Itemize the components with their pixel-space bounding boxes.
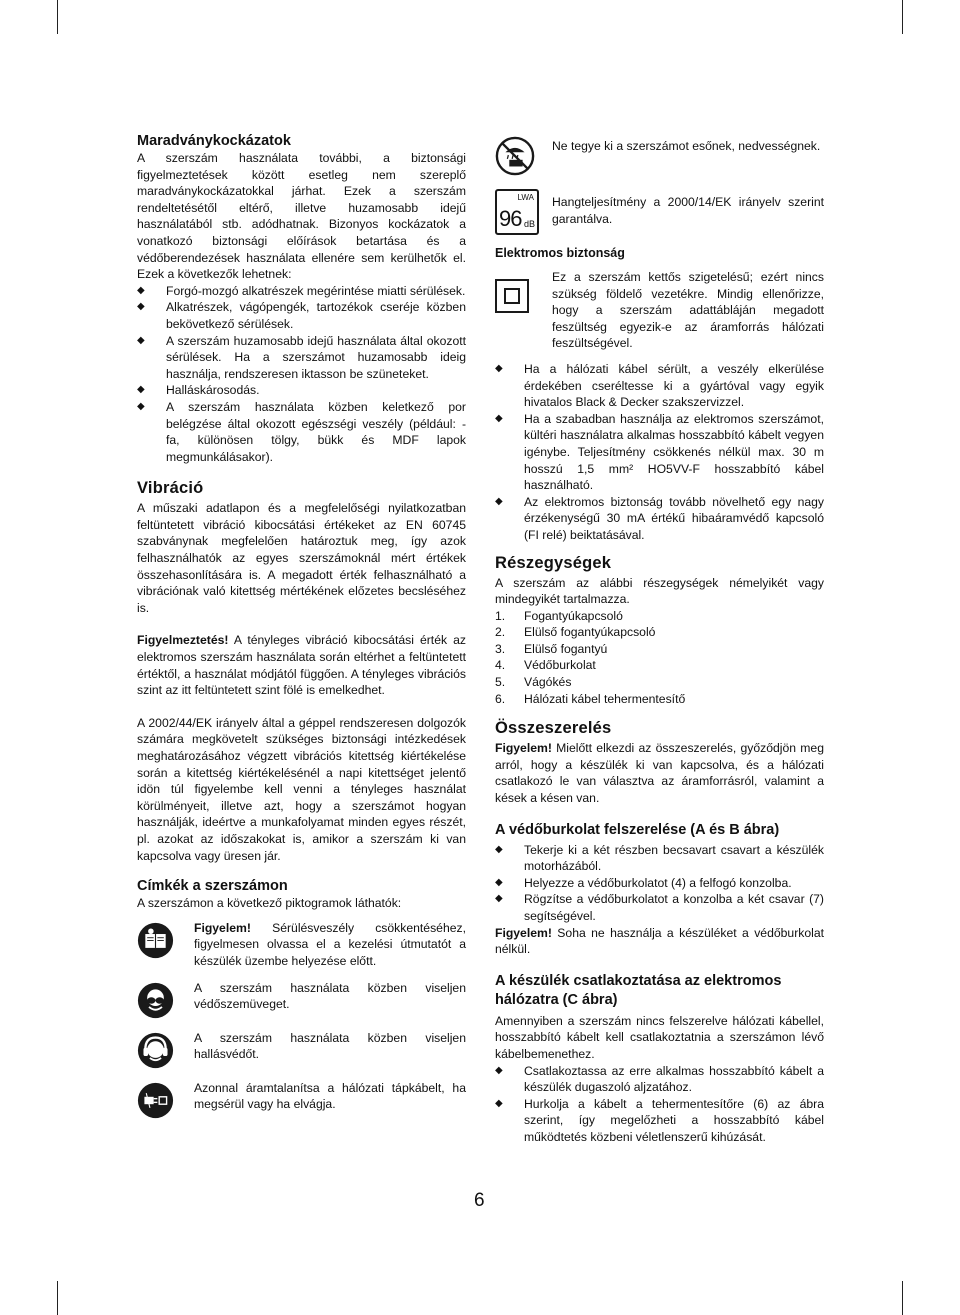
pictogram-row bbox=[495, 138, 824, 182]
section-title-cimkek: Címkék a szerszámon bbox=[137, 878, 288, 895]
paragraph: Figyelmeztetés! A tényleges vibráció kibocsátási érték az elektromos szerszám használata során eltérhet a feltüntetett értéktől, a használat módjától függően. A tényleges vibrációs szint az itt feltüntetett szint fölé is emelkedhet. bbox=[137, 633, 466, 698]
diamond-bullet-icon: ◆ bbox=[137, 284, 145, 296]
list-item: ◆ Ha a hálózati kábel sérült, a veszély elkerülése érdekében cseréltesse ki a gyártóval vagy egyik hivatalos Black & Decker szakszervizzel. bbox=[495, 361, 824, 410]
list-item: ◆ Alkatrészek, vágópengék, tartozékok cseréje közben bekövetkező sérülések. bbox=[137, 300, 466, 331]
crop-mark bbox=[57, 1281, 58, 1315]
diamond-bullet-icon: ◆ bbox=[495, 495, 503, 507]
list-item: ◆ A szerszám huzamosabb idejű használata által okozott sérülések. Ha a szerszámot huzamosabb ideig használja, rendszeresen iktasson be szüneteket. bbox=[137, 333, 466, 381]
paragraph: Ez a szerszám kettős szigetelésű; ezért nincs szükség földelő vezetékre. Mindig ellenőrizze, hogy a szerszám adattábláján megadott feszültség egyezik-e az áramforrás hálózati feszültségével. bbox=[552, 270, 824, 351]
pictogram-row: Figyelem! Sérülésveszély csökkentéséhez, figyelmesen olvassa el a kezelési útmutatót a készülék üzembe helyezése előtt. bbox=[137, 920, 466, 970]
paragraph: A műszaki adatlapon és a megfelelőségi nyilatkozatban feltüntetett vibráció kibocsátási értékeket az EN 60745 szabványnak megfelelően határoztuk meg, így azok felhasználhatók az egyes szerszámoknál mért értékek összehasonlítására is. A megadott érték felhasználható a vibrációnak való kitettség mértékének előzetes becsléséhez is. bbox=[137, 501, 466, 615]
diamond-bullet-icon: ◆ bbox=[495, 1064, 503, 1076]
pictogram-row bbox=[495, 189, 824, 237]
paragraph: A szerszám használata további, a biztonsági figyelmeztetések között esetleg nem szereplő maradványkockázatokkal járhat. Ezek a szerszám rendeltetésétől eltérő, illetve huzamosabb idejű használatából stb. adódhatnak. Bizonyos kockázatok a vonatkozó biztonsági előírások betartása és a védőberendezések használata ellenére sem kerülhetők el. Ezek a következők lehetnek: bbox=[137, 151, 466, 282]
crop-mark bbox=[902, 0, 903, 34]
section-title-maradvanykockazatok: Maradványkockázatok bbox=[137, 133, 291, 149]
diamond-bullet-icon: ◆ bbox=[137, 301, 145, 313]
list-item: 6. Hálózati kábel tehermentesítő bbox=[495, 691, 686, 706]
diamond-bullet-icon: ◆ bbox=[495, 362, 503, 374]
section-title-vedoburkolat: A védőburkolat felszerelése (A és B ábra) bbox=[495, 821, 780, 838]
sound-power-badge bbox=[495, 189, 539, 235]
list-item: ◆ Helyezze a védőburkolatot (4) a felfogó konzolba. bbox=[495, 875, 792, 890]
diamond-bullet-icon: ◆ bbox=[495, 1097, 503, 1109]
diamond-bullet-icon: ◆ bbox=[495, 412, 503, 424]
list-item: 2. Elülső fogantyúkapcsoló bbox=[495, 625, 656, 640]
pictogram-row: Azonnal áramtalanítsa a hálózati tápkábelt, ha megsérül vagy ha elvágja. bbox=[137, 1080, 466, 1120]
list-item: 1. Fogantyúkapcsoló bbox=[495, 608, 623, 623]
pictogram-row: A szerszám használata közben viseljen védőszemüveget. bbox=[137, 980, 466, 1020]
unplug-icon bbox=[137, 1082, 174, 1119]
list-item: 5. Vágókés bbox=[495, 675, 572, 690]
diamond-bullet-icon: ◆ bbox=[495, 843, 503, 855]
paragraph: Figyelem! Mielőtt elkezdi az összeszerelés, győződjön meg arról, hogy a készülék ki van kapcsolva, és a hálózati csatlakozó le van választva az áramforrásról, valamint a kések a késen van. bbox=[495, 741, 824, 806]
diamond-bullet-icon: ◆ bbox=[495, 893, 503, 905]
no-rain-icon bbox=[495, 136, 535, 176]
diamond-bullet-icon: ◆ bbox=[137, 400, 145, 412]
list-item: ◆ A szerszám használata közben keletkező por belégzése által okozott egészségi veszély (például: - fa, különösen tölgy, bükk és MDF lapok megmunkálásakor). bbox=[137, 399, 466, 464]
section-title-elektromos-biztonsag: Elektromos biztonság bbox=[495, 246, 625, 260]
section-title-osszeszereles: Összeszerelés bbox=[495, 719, 612, 738]
diamond-bullet-icon: ◆ bbox=[137, 334, 145, 346]
paragraph: A szerszám az alábbi részegységek némelyikét vagy mindegyikét tartalmazza. bbox=[495, 575, 824, 607]
left-column bbox=[137, 132, 466, 1120]
list-item: ◆ Csatlakoztassa az erre alkalmas hosszabbító kábelt a készülék dugaszoló aljzatához. bbox=[495, 1063, 824, 1095]
manual-icon bbox=[137, 922, 174, 959]
page-number: 6 bbox=[474, 1190, 485, 1211]
list-item: ◆ Rögzítse a védőburkolatot a konzolba a két csavar (7) segítségével. bbox=[495, 892, 824, 923]
paragraph: A szerszámon a következő piktogramok láthatók: bbox=[137, 896, 402, 911]
crop-mark bbox=[57, 0, 58, 34]
noise-unit: dB bbox=[523, 219, 535, 229]
list-item: ◆ Tekerje ki a két részben becsavart csavart a készülék motorházából. bbox=[495, 842, 824, 874]
diamond-bullet-icon: ◆ bbox=[137, 384, 145, 396]
crop-mark bbox=[902, 1281, 903, 1315]
diamond-bullet-icon: ◆ bbox=[495, 876, 503, 888]
right-column bbox=[495, 138, 824, 1146]
section-title-reszegysegek: Részegységek bbox=[495, 553, 612, 572]
lwa-label: LWA bbox=[517, 193, 534, 202]
list-item: ◆ Halláskárosodás. bbox=[137, 383, 260, 398]
pictogram-row: A szerszám használata közben viseljen hallásvédőt. bbox=[137, 1030, 466, 1070]
paragraph: Figyelem! Soha ne használja a készüléket a védőburkolat nélkül. bbox=[495, 925, 824, 957]
list-item: ◆ Az elektromos biztonság tovább növelhető egy nagy érzékenységű 30 mA értékű hibaáramvédő kapcsoló (FI relé) beiktatásával. bbox=[495, 494, 824, 542]
paragraph: Hangteljesítmény a 2000/14/EK irányelv szerint garantálva. bbox=[552, 195, 824, 226]
list-item: ◆ Hurkolja a kábelt a tehermentesítőre (6) az ábra szerint, így megelőzheti a hosszabbító kábel működtetés közbeni véletlenszerű kihúzását. bbox=[495, 1096, 824, 1144]
noise-value: 96 bbox=[499, 206, 522, 231]
paragraph: Amennyiben a szerszám nincs felszerelve hálózati kábellel, hosszabbító kábelt kell csatlakoztatnia a szerszámon lévő kábelbemenethez. bbox=[495, 1013, 824, 1061]
list-item: ◆ Forgó-mozgó alkatrészek megérintése miatti sérülések. bbox=[137, 283, 466, 298]
list-item: 4. Védőburkolat bbox=[495, 658, 596, 673]
section-title-csatlakoztatas: A készülék csatlakoztatása az elektromos hálózatra (C ábra) bbox=[495, 972, 782, 1008]
double-insulation-icon bbox=[495, 279, 529, 313]
pictogram-row bbox=[495, 269, 824, 352]
goggles-icon bbox=[137, 982, 174, 1019]
paragraph: Ne tegye ki a szerszámot esőnek, nedvességnek. bbox=[552, 139, 821, 153]
list-item: ◆ Ha a szabadban használja az elektromos szerszámot, kültéri használatra alkalmas hosszabbító kábelt vegyen igénybe. Teljesítmény csökkenés nélkül max. 30 m hosszú 1,5 mm² HO5VV-F hosszabbító kábel használható. bbox=[495, 411, 824, 493]
paragraph: A 2002/44/EK irányelv által a géppel rendszeresen dolgozók számára megkövetelt szükséges biztonsági intézkedések meghatározásához végzett vibrációs kitettség kiértékelése során a kitettség kiértékelésénél a napi kitettséget jelentő idön túl figyelembe kell venni a tényleges használat körülményeit, illetve azt, hogy a szerszámot hogyan használják, ideértve a munkafolyamat minden egyes részét, pl. azokat az időszakokat is, amikor a szerszám ki van kapcsolva vagy üresen jár. bbox=[137, 715, 466, 863]
list-item: 3. Elülső fogantyú bbox=[495, 641, 608, 656]
section-title-vibracio: Vibráció bbox=[137, 479, 204, 498]
ear-protection-icon bbox=[137, 1032, 174, 1069]
